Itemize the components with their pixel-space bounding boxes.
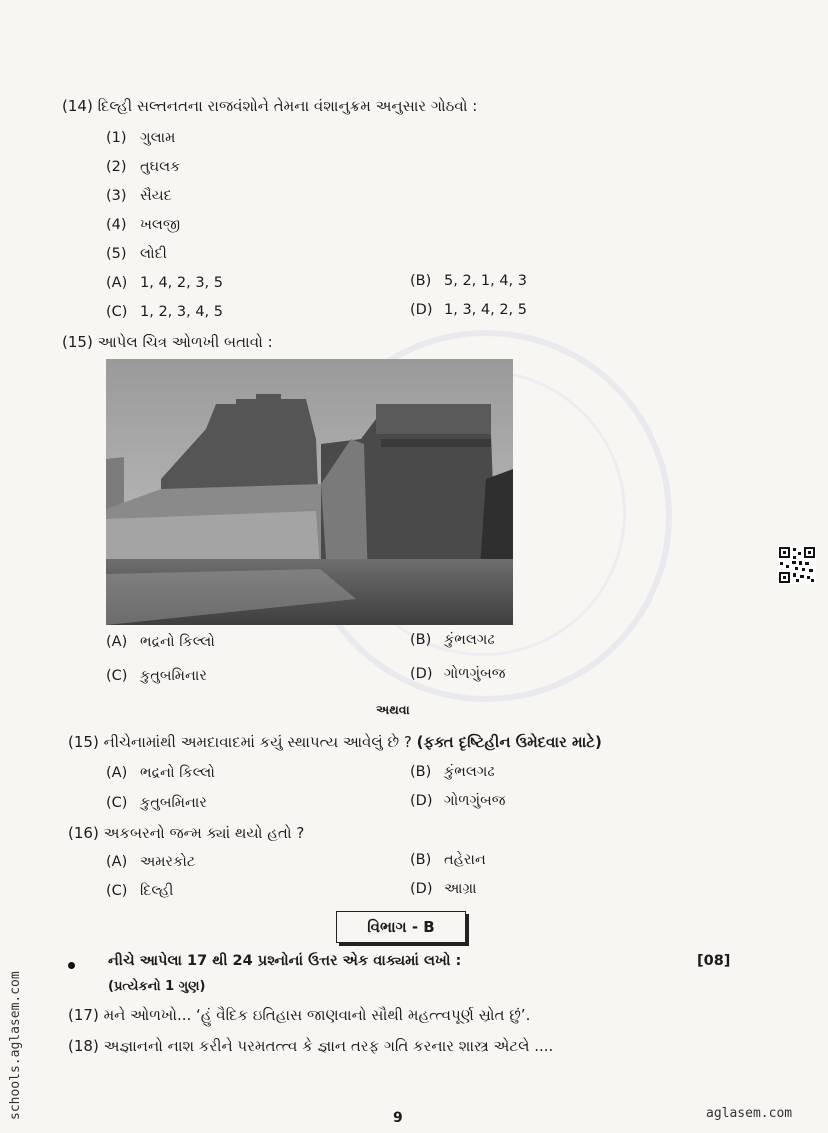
q16-option-c [106,883,173,899]
q14-item-1 [106,130,175,146]
instruction-subtext: (પ્રત્યેકનો 1 ગુણ) [108,979,206,994]
q14-item-2 [106,159,180,175]
q15-option-b [410,632,495,648]
side-watermark: schools.aglasem.com [8,971,23,1120]
or-separator: અથવા [376,702,410,717]
question-number: (17) [68,1006,99,1024]
option-label: (B) [410,273,432,289]
item-number: (3) [106,188,127,204]
option-label: (A) [106,765,128,781]
q15-option-d [410,666,505,682]
question-number: (14) [62,97,93,115]
option-label: (C) [106,304,128,320]
question-note: (ફક્ત દૃષ્ટિહીન ઉમેદવાર માટે) [416,733,602,751]
question-text: આપેલ ચિત્ર ઓળખી બતાવો : [97,333,273,351]
option-label: (B) [410,764,432,780]
question-text: દિલ્હી સલ્તનતના રાજવંશોને તેમના વંશાનુક્રમ અનુસાર ગોઠવો : [97,97,478,115]
option-text: દિલ્હી [140,883,174,899]
item-text: તુઘલક [140,159,181,175]
option-label: (D) [410,666,433,682]
option-text: કુતુબમિનાર [140,668,207,684]
q15alt-option-b [410,764,495,780]
option-label: (A) [106,634,128,650]
option-label: (A) [106,275,128,291]
item-text: ખલજી [140,217,181,233]
option-label: (D) [410,881,433,897]
item-number: (2) [106,159,127,175]
question-number: (15) [68,733,99,751]
question-16 [68,824,304,842]
qr-code-icon [778,546,816,584]
q15-option-a [106,634,215,650]
question-14 [62,97,477,115]
question-number: (16) [68,824,99,842]
option-text: ભદ્રનો કિલ્લો [140,634,215,650]
option-label: (D) [410,302,433,318]
question-number: (18) [68,1037,99,1055]
page-number: 9 [393,1110,403,1126]
item-number: (1) [106,130,127,146]
item-text: ગુલામ [140,130,176,146]
bullet-icon [68,962,75,969]
option-label: (C) [106,883,128,899]
option-label: (A) [106,854,128,870]
q14-item-5 [106,246,167,262]
q14-option-c [106,304,223,320]
question-18 [68,1037,553,1055]
q15alt-option-c [106,795,207,811]
q14-option-b [410,273,527,289]
option-text: ગોળગુંબજ [444,666,506,682]
option-text: 1, 2, 3, 4, 5 [140,304,223,320]
q15-option-c [106,668,207,684]
q16-option-d [410,881,477,897]
q14-item-4 [106,217,180,233]
item-number: (5) [106,246,127,262]
option-text: ભદ્રનો કિલ્લો [140,765,215,781]
option-text: ગોળગુંબજ [444,793,506,809]
question-number: (15) [62,333,93,351]
question-15 [62,333,273,351]
q15alt-option-d [410,793,505,809]
q14-item-3 [106,188,172,204]
option-label: (C) [106,795,128,811]
option-label: (B) [410,632,432,648]
marks-badge: [08] [697,953,731,969]
fort-photograph [106,359,513,625]
question-17 [68,1006,530,1024]
question-text: અકબરનો જન્મ ક્યાં થયો હતો ? [103,824,305,842]
option-text: 5, 2, 1, 4, 3 [444,273,527,289]
section-b-heading: વિભાગ - B [336,911,466,943]
option-label: (B) [410,852,432,868]
option-text: કુંભલગઢ [444,764,495,780]
q16-option-b [410,852,486,868]
option-text: તહેરાન [444,852,486,868]
option-label: (C) [106,668,128,684]
option-text: 1, 3, 4, 2, 5 [444,302,527,318]
item-number: (4) [106,217,127,233]
item-text: લોદી [140,246,167,262]
option-label: (D) [410,793,433,809]
question-15-alt [68,733,602,751]
q16-option-a [106,854,195,870]
q15alt-option-a [106,765,215,781]
option-text: 1, 4, 2, 3, 5 [140,275,223,291]
corner-watermark: aglasem.com [706,1106,793,1121]
option-text: કુતુબમિનાર [140,795,207,811]
option-text: આગ્રા [444,881,477,897]
option-text: અમરકોટ [140,854,196,870]
instruction-text: નીચે આપેલા 17 થી 24 પ્રશ્નોનાં ઉત્તર એક વાક્યમાં લખો : [108,953,462,969]
item-text: સૈયદ [140,188,172,204]
q14-option-a [106,275,223,291]
question-text: નીચેનામાંથી અમદાવાદમાં કયું સ્થાપત્ય આવેલું છે ? [103,733,412,751]
q14-option-d [410,302,527,318]
question-text: મને ઓળખો... ‘હું વૈદિક ઇતિહાસ જાણવાનો સૌથી મહત્ત્વપૂર્ણ સ્રોત છું’. [103,1006,531,1024]
question-text: અજ્ઞાનનો નાશ કરીને પરમતત્ત્વ કે જ્ઞાન તરફ ગતિ કરનાર શાસ્ત્ર એટલે .... [103,1037,554,1055]
option-text: કુંભલગઢ [444,632,495,648]
